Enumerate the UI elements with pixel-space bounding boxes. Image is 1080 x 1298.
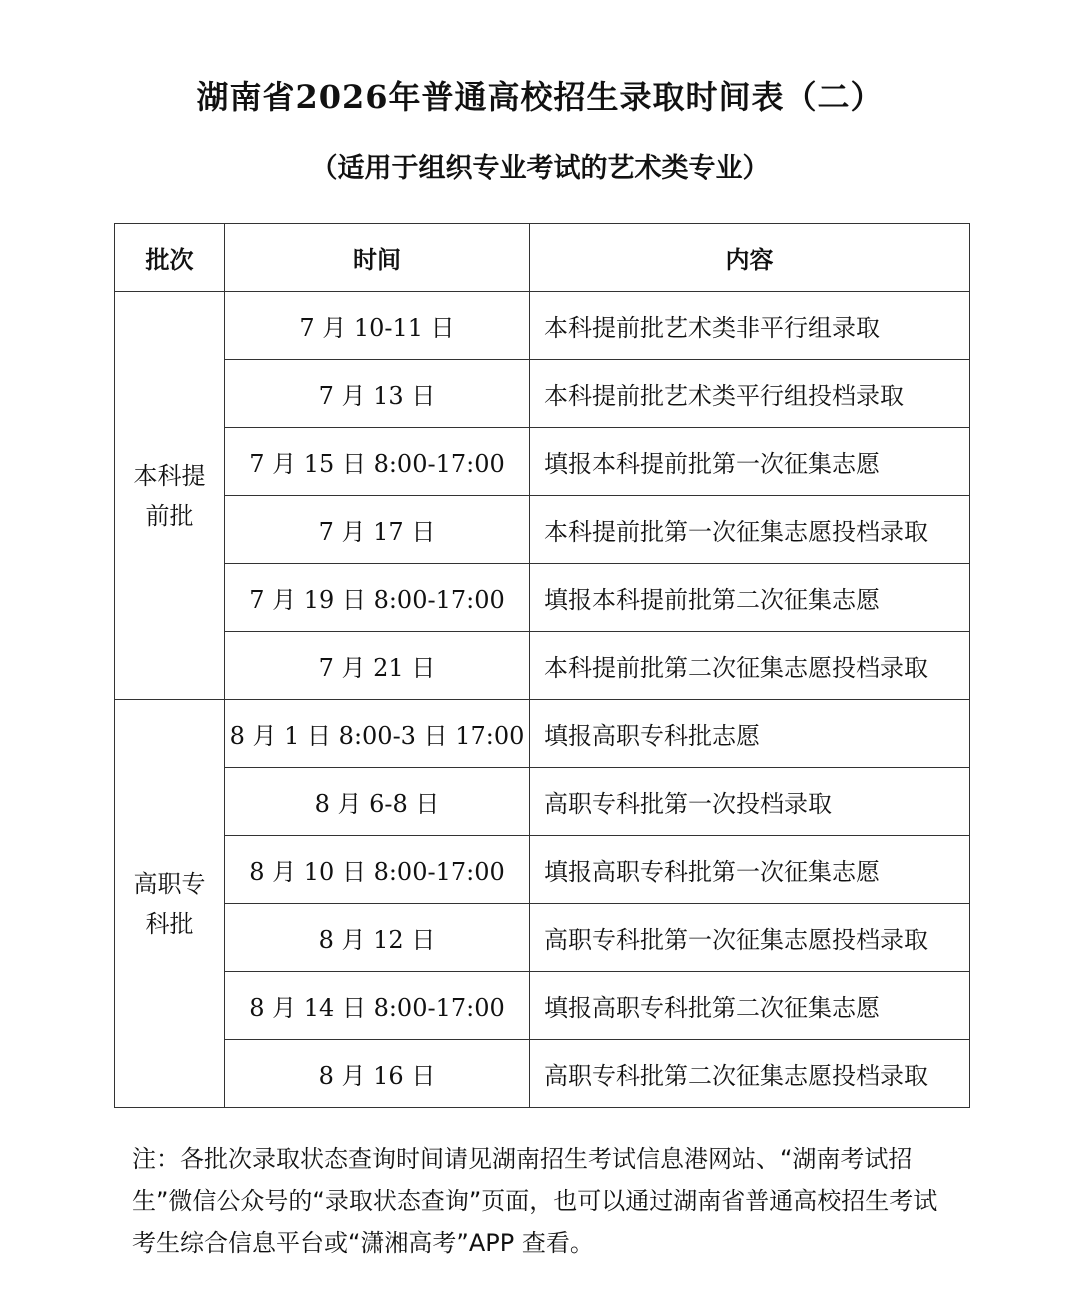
batch-label: 本科提前批 bbox=[133, 461, 206, 530]
table-header-row bbox=[115, 224, 970, 292]
content-cell: 填报本科提前批第一次征集志愿 bbox=[530, 428, 970, 496]
content-cell: 本科提前批第二次征集志愿投档录取 bbox=[530, 632, 970, 700]
table-row bbox=[115, 292, 970, 360]
table-body bbox=[115, 292, 970, 1108]
header-batch: 批次 bbox=[115, 224, 225, 292]
table-row bbox=[115, 632, 970, 700]
time-cell: 7 月 13 日 bbox=[225, 360, 530, 428]
document-title: 湖南省2026年普通高校招生录取时间表（二） bbox=[196, 78, 884, 116]
content-cell: 高职专科批第二次征集志愿投档录取 bbox=[530, 1040, 970, 1108]
time-cell: 8 月 1 日 8:00-3 日 17:00 bbox=[225, 700, 530, 768]
table-row bbox=[115, 700, 970, 768]
time-cell: 7 月 10-11 日 bbox=[225, 292, 530, 360]
content-cell: 填报高职专科批第二次征集志愿 bbox=[530, 972, 970, 1040]
time-cell: 7 月 15 日 8:00-17:00 bbox=[225, 428, 530, 496]
time-cell: 7 月 17 日 bbox=[225, 496, 530, 564]
table-row bbox=[115, 972, 970, 1040]
document-subtitle: （适用于组织专业考试的艺术类专业） bbox=[310, 153, 770, 184]
time-cell: 8 月 16 日 bbox=[225, 1040, 530, 1108]
content-cell: 高职专科批第一次征集志愿投档录取 bbox=[530, 904, 970, 972]
content-cell: 填报高职专科批志愿 bbox=[530, 700, 970, 768]
table-row bbox=[115, 564, 970, 632]
admission-schedule-table bbox=[114, 223, 970, 1108]
table-row bbox=[115, 904, 970, 972]
content-cell: 本科提前批艺术类非平行组录取 bbox=[530, 292, 970, 360]
time-cell: 7 月 21 日 bbox=[225, 632, 530, 700]
header-time: 时间 bbox=[225, 224, 530, 292]
time-cell: 8 月 14 日 8:00-17:00 bbox=[225, 972, 530, 1040]
footnote: 注：各批次录取状态查询时间请见湖南招生考试信息港网站、“湖南考试招生”微信公众号的“录取状态查询”页面，也可以通过湖南省普通高校招生考试考生综合信息平台或“潇湘高考”APP 查看。 bbox=[132, 1145, 938, 1257]
time-cell: 7 月 19 日 8:00-17:00 bbox=[225, 564, 530, 632]
content-cell: 高职专科批第一次投档录取 bbox=[530, 768, 970, 836]
table-row bbox=[115, 496, 970, 564]
batch-cell bbox=[115, 700, 225, 1108]
batch-label: 高职专科批 bbox=[133, 869, 206, 938]
content-cell: 本科提前批艺术类平行组投档录取 bbox=[530, 360, 970, 428]
table-row bbox=[115, 360, 970, 428]
time-cell: 8 月 10 日 8:00-17:00 bbox=[225, 836, 530, 904]
table-row bbox=[115, 1040, 970, 1108]
table-row bbox=[115, 428, 970, 496]
header-content: 内容 bbox=[530, 224, 970, 292]
table-row bbox=[115, 836, 970, 904]
time-cell: 8 月 12 日 bbox=[225, 904, 530, 972]
content-cell: 本科提前批第一次征集志愿投档录取 bbox=[530, 496, 970, 564]
content-cell: 填报高职专科批第一次征集志愿 bbox=[530, 836, 970, 904]
batch-cell bbox=[115, 292, 225, 700]
time-cell: 8 月 6-8 日 bbox=[225, 768, 530, 836]
content-cell: 填报本科提前批第二次征集志愿 bbox=[530, 564, 970, 632]
table-row bbox=[115, 768, 970, 836]
